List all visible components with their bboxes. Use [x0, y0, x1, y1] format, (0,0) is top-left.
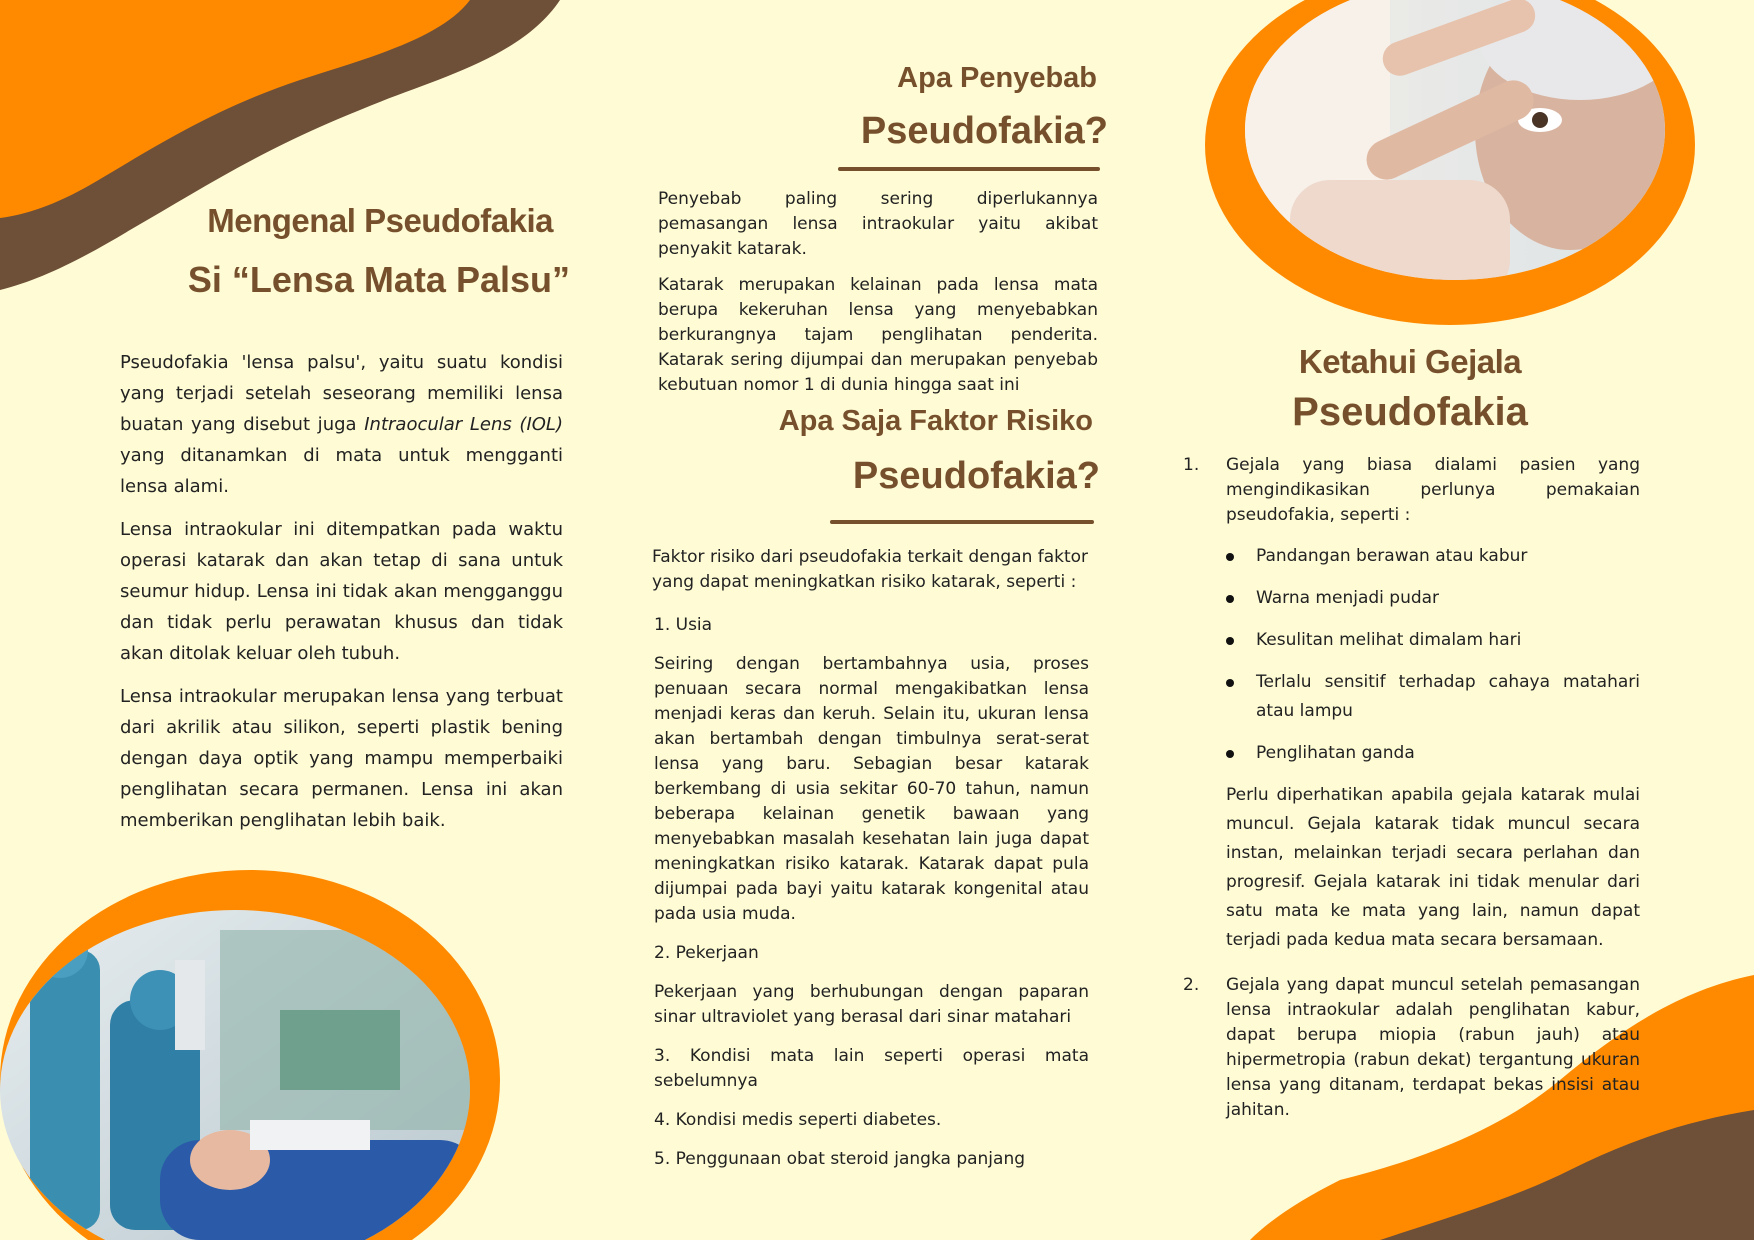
bullet-dot-icon	[1226, 595, 1234, 603]
cause-paragraph-2: Katarak merupakan kelainan pada lensa mata berupa kekeruhan lensa yang menyebabkan berkurangnya tajam penglihatan penderita. Katarak sering dijumpai dan merupakan penyebab kebutuan nomor 1 di dunia hingga saat ini	[658, 275, 1098, 395]
cause-title-line1: Apa Penyebab	[897, 62, 1097, 94]
cause-paragraph-1: Penyebab paling sering diperlukannya pemasangan lensa intraokular yaitu akibat penyakit katarak.	[658, 189, 1098, 259]
symptom-item-1-text: Gejala yang biasa dialami pasien yang mengindikasikan perlunya pemakaian pseudofakia, seperti :	[1226, 455, 1640, 525]
risk-1-text: Seiring dengan bertambahnya usia, proses penuaan secara normal mengakibatkan lensa menjadi keras dan keruh. Selain itu, ukuran lensa akan bertambah dengan timbulnya serat-serat lensa yang baru. Sebagian besar katarak berkembang di usia sekitar 60-70 tahun, namun beberapa kelainan genetik bawaan yang menyebabkan masalah kesehatan lain juga dapat meningkatkan risiko katarak. Katarak dapat pula dijumpai pada bayi yaitu katarak kongenital atau pada usia muda.	[654, 654, 1089, 924]
symptom-bullet-list	[1226, 542, 1640, 768]
symptom-bullet: Penglihatan ganda	[1226, 739, 1640, 768]
risk-title-line2: Pseudofakia?	[852, 455, 1100, 497]
panel3-title-line2: Pseudofakia	[1292, 390, 1528, 434]
risk-intro-block	[652, 545, 1097, 606]
risk-1-title: 1. Usia	[654, 615, 713, 635]
risk-list	[654, 613, 1089, 1183]
risk-3: 3. Kondisi mata lain seperti operasi mata sebelumnya	[654, 1046, 1089, 1091]
symptom-bullet: Pandangan berawan atau kabur	[1226, 542, 1640, 571]
risk-2-text: Pekerjaan yang berhubungan dengan paparan sinar ultraviolet yang berasal dari sinar matahari	[654, 982, 1089, 1027]
symptom-item-1-number: 1.	[1183, 455, 1200, 475]
panel1-paragraph-2: Lensa intraokular ini ditempatkan pada waktu operasi katarak dan akan tetap di sana untuk seumur hidup. Lensa ini tidak akan mengganggu dan tidak perlu perawatan khusus dan tidak akan ditolak keluar oleh tubuh.	[120, 519, 563, 664]
panel1-paragraph-3: Lensa intraokular merupakan lensa yang terbuat dari akrilik atau silikon, seperti plastik bening dengan daya optik yang mampu memperbaiki penglihatan secara permanen. Lensa ini akan memberikan penglihatan lebih baik.	[120, 686, 563, 831]
bullet-dot-icon	[1226, 553, 1234, 561]
symptom-item-2-text: Gejala yang dapat muncul setelah pemasangan lensa intraokular adalah penglihatan kabur, dapat berupa miopia (rabun jauh) atau hipermetropia (rabun dekat) tergantung ukuran lensa yang ditanam, terdapat bekas insisi atau jahitan.	[1226, 975, 1640, 1120]
symptom-bullet: Kesulitan melihat dimalam hari	[1226, 626, 1640, 655]
symptom-item-2	[1183, 973, 1640, 1134]
panel1-body	[120, 347, 563, 848]
risk-5: 5. Penggunaan obat steroid jangka panjang	[654, 1149, 1026, 1169]
bullet-dot-icon	[1226, 637, 1234, 645]
eye-exam-photo	[1230, 0, 1710, 290]
symptom-bullet: Warna menjadi pudar	[1226, 584, 1640, 613]
symptom-note: Perlu diperhatikan apabila gejala katarak mulai muncul. Gejala katarak tidak muncul secara instan, melainkan terjadi secara perlahan dan progresif. Gejala katarak ini tidak menular dari satu mata ke mata yang lain, namun dapat terjadi pada kedua mata secara bersamaan.	[1226, 785, 1640, 950]
risk-intro: Faktor risiko dari pseudofakia terkait dengan faktor yang dapat meningkatkan risiko katarak, seperti :	[652, 547, 1089, 592]
cause-body	[658, 187, 1098, 409]
risk-title-rule	[830, 520, 1094, 524]
symptom-bullet: Terlalu sensitif terhadap cahaya matahari atau lampu	[1226, 668, 1640, 726]
panel1-title-line1: Mengenal Pseudofakia	[207, 202, 553, 239]
risk-4: 4. Kondisi medis seperti diabetes.	[654, 1110, 942, 1130]
bullet-dot-icon	[1226, 679, 1234, 687]
risk-2-title: 2. Pekerjaan	[654, 943, 759, 963]
cause-title-line2: Pseudofakia?	[860, 110, 1108, 152]
surgery-photo	[0, 890, 480, 1240]
symptom-item-1	[1183, 453, 1640, 966]
panel3-title-line1: Ketahui Gejala	[1298, 343, 1522, 380]
bullet-dot-icon	[1226, 750, 1234, 758]
panel1-paragraph-1: Pseudofakia 'lensa palsu', yaitu suatu kondisi yang terjadi setelah seseorang memiliki lensa buatan yang disebut juga Intraocular Lens (IOL) yang ditanamkan di mata untuk mengganti lensa alami.	[120, 352, 563, 497]
panel1-title-line2: Si “Lensa Mata Palsu”	[187, 259, 570, 300]
symptom-item-2-number: 2.	[1183, 975, 1200, 995]
risk-title-line1: Apa Saja Faktor Risiko	[778, 405, 1093, 437]
cause-title-rule	[838, 167, 1100, 171]
